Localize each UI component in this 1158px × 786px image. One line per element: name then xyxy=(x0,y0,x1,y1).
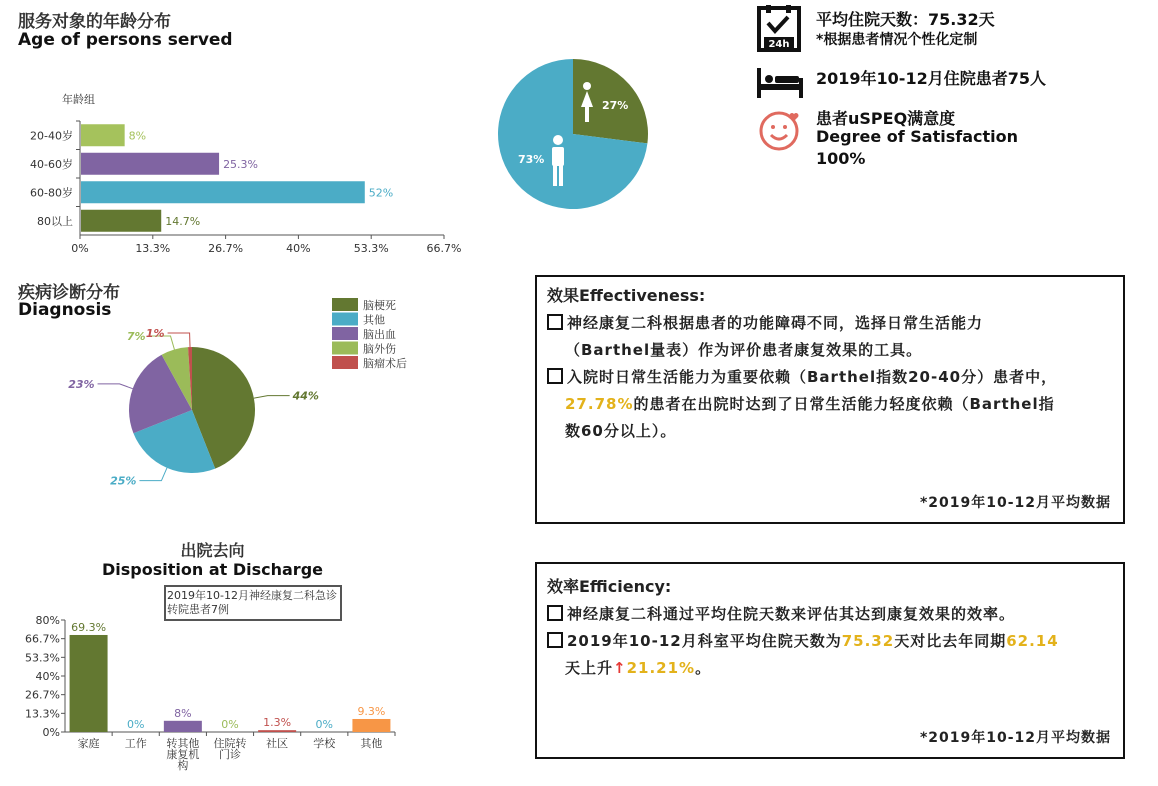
effectiveness-item2-c: 数60分以上）。 xyxy=(565,422,677,440)
age-x-tick: 13.3% xyxy=(135,242,171,255)
diagnosis-legend-label: 脑外伤 xyxy=(363,342,396,356)
effectiveness-item1-cont: （Barthel量表）作为评价患者康复效果的工具。 xyxy=(565,341,923,359)
smiley-heart-icon xyxy=(758,107,804,153)
efficiency-increase-pct: 21.21% xyxy=(626,659,696,677)
discharge-category-label: 工作 xyxy=(124,737,147,750)
discharge-y-tick: 53.3% xyxy=(25,651,60,665)
discharge-y-tick: 26.7% xyxy=(25,688,60,702)
diagnosis-legend-label: 脑梗死 xyxy=(363,299,396,312)
age-bar-label: 25.3% xyxy=(223,157,259,171)
age-bar xyxy=(81,124,125,146)
age-x-tick: 26.7% xyxy=(208,242,244,255)
discharge-title-cn: 出院去向 xyxy=(180,541,245,560)
diagnosis-legend-label: 脑出血 xyxy=(363,328,396,341)
age-bar xyxy=(81,210,161,232)
discharge-bar-label: 0% xyxy=(126,718,145,731)
discharge-y-tick: 0% xyxy=(42,726,60,739)
diagnosis-legend-swatch xyxy=(332,327,358,340)
discharge-y-tick: 66.7% xyxy=(25,632,60,646)
up-arrow-icon: ↑ xyxy=(613,659,627,677)
efficiency-title: 效率Efficiency: xyxy=(547,577,672,596)
gender-pie-label: 73% xyxy=(518,153,545,166)
diagnosis-leader-line xyxy=(139,468,167,481)
diagnosis-leader-line xyxy=(254,396,290,399)
diagnosis-pie-label: 7% xyxy=(126,330,146,344)
age-bar-label: 8% xyxy=(128,129,147,143)
age-bar xyxy=(81,181,365,203)
age-x-tick: 40% xyxy=(286,242,311,255)
diagnosis-leader-line xyxy=(168,333,190,347)
effectiveness-item2-b: 的患者在出院时达到了日常生活能力轻度依赖（Barthel指 xyxy=(633,395,1055,413)
discharge-bar-label: 69.3% xyxy=(71,620,107,634)
age-axis-title: 年龄组 xyxy=(62,93,95,106)
discharge-category-label: 其他 xyxy=(360,737,383,750)
efficiency-value-last-year: 62.14 xyxy=(1006,632,1059,650)
efficiency-footnote: *2019年10-12月平均数据 xyxy=(919,730,1111,746)
effectiveness-highlight-pct: 27.78% xyxy=(565,395,634,413)
efficiency-item2-end: 。 xyxy=(695,659,712,677)
discharge-bar-label: 9.3% xyxy=(357,704,386,718)
age-x-tick: 66.7% xyxy=(426,242,462,255)
gender-pie-chart xyxy=(490,52,660,217)
age-bar-label: 14.7% xyxy=(165,214,201,228)
gender-pie-label: 27% xyxy=(602,99,629,112)
age-title-en: Age of persons served xyxy=(18,30,233,50)
diagnosis-title-cn: 疾病诊断分布 xyxy=(18,283,120,303)
efficiency-item2-b: 天对比去年同期 xyxy=(894,632,1007,650)
diagnosis-legend-label: 脑瘤术后 xyxy=(363,357,407,370)
avg-stay-note: *根据患者情况个性化定制 xyxy=(816,32,978,48)
avg-stay-title: 平均住院天数：75.32天 xyxy=(816,10,995,29)
efficiency-panel xyxy=(535,562,1125,759)
effectiveness-footnote: *2019年10-12月平均数据 xyxy=(919,495,1111,511)
diagnosis-legend-swatch xyxy=(332,298,358,311)
satisfaction-title-cn: 患者uSPEQ满意度 xyxy=(816,109,956,128)
discharge-title-en: Disposition at Discharge xyxy=(102,560,323,579)
discharge-category-label: 学校 xyxy=(313,737,336,750)
age-x-tick: 53.3% xyxy=(353,242,389,255)
efficiency-item2-c: 天上升 xyxy=(565,659,614,677)
efficiency-item2-a: 2019年10-12月科室平均住院天数为 xyxy=(567,632,842,650)
diagnosis-legend-label: 其他 xyxy=(363,313,385,327)
diagnosis-pie-label: 25% xyxy=(110,474,137,488)
checkbox-icon xyxy=(547,632,563,648)
age-category-label: 40-60岁 xyxy=(30,157,73,171)
diagnosis-legend-swatch xyxy=(332,313,358,326)
discharge-category-label: 家庭 xyxy=(77,737,100,750)
discharge-bar-label: 0% xyxy=(221,718,239,731)
hospital-bed-icon xyxy=(756,68,804,100)
discharge-y-tick: 13.3% xyxy=(25,707,60,721)
discharge-category-label: 转其他康复机构 xyxy=(166,737,200,772)
discharge-bar xyxy=(164,721,202,732)
diagnosis-pie-label: 44% xyxy=(292,389,319,403)
diagnosis-pie-chart xyxy=(60,290,440,510)
age-bar-label: 52% xyxy=(368,186,394,200)
age-bar-chart xyxy=(0,85,480,260)
discharge-bar-label: 8% xyxy=(174,706,192,720)
discharge-bar xyxy=(70,635,108,732)
age-title-cn: 服务对象的年龄分布 xyxy=(18,12,171,32)
age-category-label: 80以上 xyxy=(37,214,73,228)
diagnosis-legend-swatch xyxy=(332,342,358,355)
checkbox-icon xyxy=(547,368,563,384)
effectiveness-title: 效果Effectiveness: xyxy=(547,286,706,305)
diagnosis-pie-label: 23% xyxy=(68,377,95,391)
satisfaction-title-en: Degree of Satisfaction xyxy=(816,127,1019,146)
checkbox-icon xyxy=(547,605,563,621)
patients-count: 2019年10-12月住院患者75人 xyxy=(816,69,1046,88)
effectiveness-panel xyxy=(535,275,1125,524)
age-category-label: 20-40岁 xyxy=(30,129,73,143)
discharge-category-label: 住院转门诊 xyxy=(213,737,247,761)
effectiveness-item2-a: 入院时日常生活能力为重要依赖（Barthel指数20-40分）患者中， xyxy=(567,368,1058,386)
discharge-category-label: 社区 xyxy=(266,737,289,750)
satisfaction-value: 100% xyxy=(816,149,866,168)
effectiveness-item1: 神经康复二科根据患者的功能障碍不同，选择日常生活能力 xyxy=(567,314,984,332)
efficiency-item1: 神经康复二科通过平均住院天数来评估其达到康复效果的效率。 xyxy=(567,605,1016,623)
discharge-bar-label: 0% xyxy=(315,718,334,731)
discharge-bar xyxy=(352,719,390,732)
checkbox-icon xyxy=(547,314,563,330)
discharge-bar-chart xyxy=(0,610,430,786)
diagnosis-leader-line xyxy=(98,384,133,389)
discharge-y-tick: 40% xyxy=(35,670,60,683)
calendar-24h-icon xyxy=(756,5,804,53)
age-x-tick: 0% xyxy=(71,242,89,255)
diagnosis-title-en: Diagnosis xyxy=(18,300,112,320)
diagnosis-pie-label: 1% xyxy=(145,327,165,341)
clock-icon-text: 24h xyxy=(768,39,790,50)
age-category-label: 60-80岁 xyxy=(30,186,73,200)
efficiency-value-current: 75.32 xyxy=(841,632,895,650)
age-bar xyxy=(81,153,219,175)
discharge-y-tick: 80% xyxy=(35,614,60,627)
discharge-bar xyxy=(258,730,296,732)
diagnosis-legend-swatch xyxy=(332,356,358,369)
discharge-annotation: 2019年10-12月神经康复二科急诊转院患者7例 xyxy=(164,585,342,621)
discharge-bar-label: 1.3% xyxy=(263,716,292,730)
